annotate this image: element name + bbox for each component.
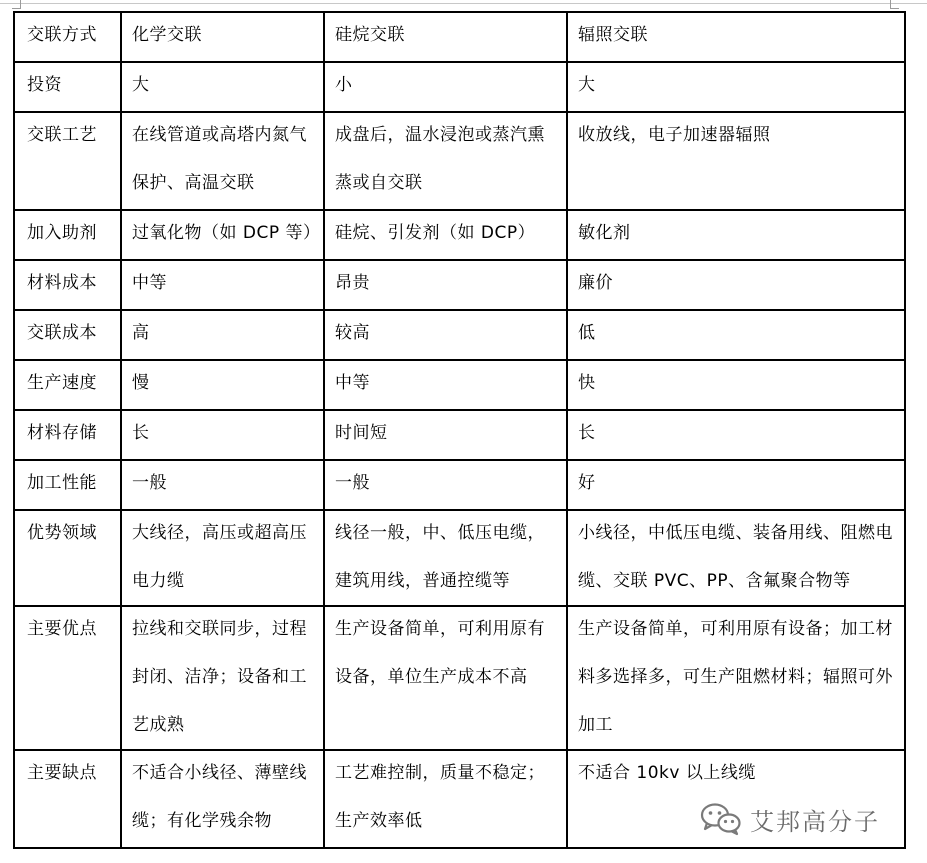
table-row	[14, 62, 905, 112]
table-row	[14, 310, 905, 360]
table-row	[14, 606, 905, 750]
chemical-cell: 长	[121, 410, 324, 460]
row-label-cell: 主要优点	[14, 606, 121, 750]
silane-cell: 生产设备简单，可利用原有设备，单位生产成本不高	[324, 606, 567, 750]
table-row	[14, 460, 905, 510]
table-row	[14, 360, 905, 410]
row-label-cell: 优势领域	[14, 510, 121, 606]
irradiation-cell: 大	[567, 62, 905, 112]
row-label-cell: 加入助剂	[14, 210, 121, 260]
irradiation-cell: 快	[567, 360, 905, 410]
chemical-cell: 高	[121, 310, 324, 360]
irradiation-cell: 长	[567, 410, 905, 460]
wechat-icon	[700, 802, 742, 836]
watermark-text: 艾邦高分子	[750, 807, 880, 836]
row-label-cell: 交联工艺	[14, 112, 121, 210]
chemical-cell: 拉线和交联同步，过程封闭、洁净；设备和工艺成熟	[121, 606, 324, 750]
irradiation-cell: 生产设备简单，可利用原有设备；加工材料多选择多，可生产阻燃材料；辐照可外加工	[567, 606, 905, 750]
table-row	[14, 112, 905, 210]
row-label-cell: 投资	[14, 62, 121, 112]
silane-cell: 时间短	[324, 410, 567, 460]
irradiation-cell: 廉价	[567, 260, 905, 310]
silane-cell: 昂贵	[324, 260, 567, 310]
table-row	[14, 510, 905, 606]
top-margin-rule	[0, 3, 927, 4]
row-label-cell: 交联成本	[14, 310, 121, 360]
row-label-cell: 材料存储	[14, 410, 121, 460]
chemical-cell: 过氧化物（如 DCP 等）	[121, 210, 324, 260]
silane-cell: 硅烷、引发剂（如 DCP）	[324, 210, 567, 260]
chemical-cell: 一般	[121, 460, 324, 510]
irradiation-cell: 好	[567, 460, 905, 510]
header-cell-irradiation: 辐照交联	[567, 12, 905, 62]
silane-cell: 成盘后，温水浸泡或蒸汽熏蒸或自交联	[324, 112, 567, 210]
silane-cell: 工艺难控制，质量不稳定；生产效率低	[324, 750, 567, 848]
chemical-cell: 慢	[121, 360, 324, 410]
table-row	[14, 260, 905, 310]
header-cell-method: 交联方式	[14, 12, 121, 62]
chemical-cell: 大线径，高压或超高压电力缆	[121, 510, 324, 606]
header-cell-chemical: 化学交联	[121, 12, 324, 62]
row-label-cell: 主要缺点	[14, 750, 121, 848]
irradiation-cell: 敏化剂	[567, 210, 905, 260]
page-corner-mark-left	[12, 0, 21, 9]
chemical-cell: 不适合小线径、薄壁线缆；有化学残余物	[121, 750, 324, 848]
irradiation-cell: 收放线，电子加速器辐照	[567, 112, 905, 210]
table-header-row	[14, 12, 905, 62]
irradiation-cell: 小线径，中低压电缆、装备用线、阻燃电缆、交联 PVC、PP、含氟聚合物等	[567, 510, 905, 606]
row-label-cell: 生产速度	[14, 360, 121, 410]
irradiation-cell: 不适合 10kv 以上线缆	[567, 750, 905, 848]
silane-cell: 中等	[324, 360, 567, 410]
row-label-cell: 加工性能	[14, 460, 121, 510]
table-row	[14, 410, 905, 460]
chemical-cell: 中等	[121, 260, 324, 310]
header-cell-silane: 硅烷交联	[324, 12, 567, 62]
silane-cell: 小	[324, 62, 567, 112]
row-label-cell: 材料成本	[14, 260, 121, 310]
table-row	[14, 210, 905, 260]
silane-cell: 一般	[324, 460, 567, 510]
crosslinking-comparison-table	[13, 11, 906, 849]
watermark	[700, 797, 880, 841]
irradiation-cell: 低	[567, 310, 905, 360]
silane-cell: 线径一般，中、低压电缆，建筑用线，普通控缆等	[324, 510, 567, 606]
chemical-cell: 大	[121, 62, 324, 112]
silane-cell: 较高	[324, 310, 567, 360]
page-corner-mark-right	[890, 0, 899, 9]
chemical-cell: 在线管道或高塔内氮气保护、高温交联	[121, 112, 324, 210]
